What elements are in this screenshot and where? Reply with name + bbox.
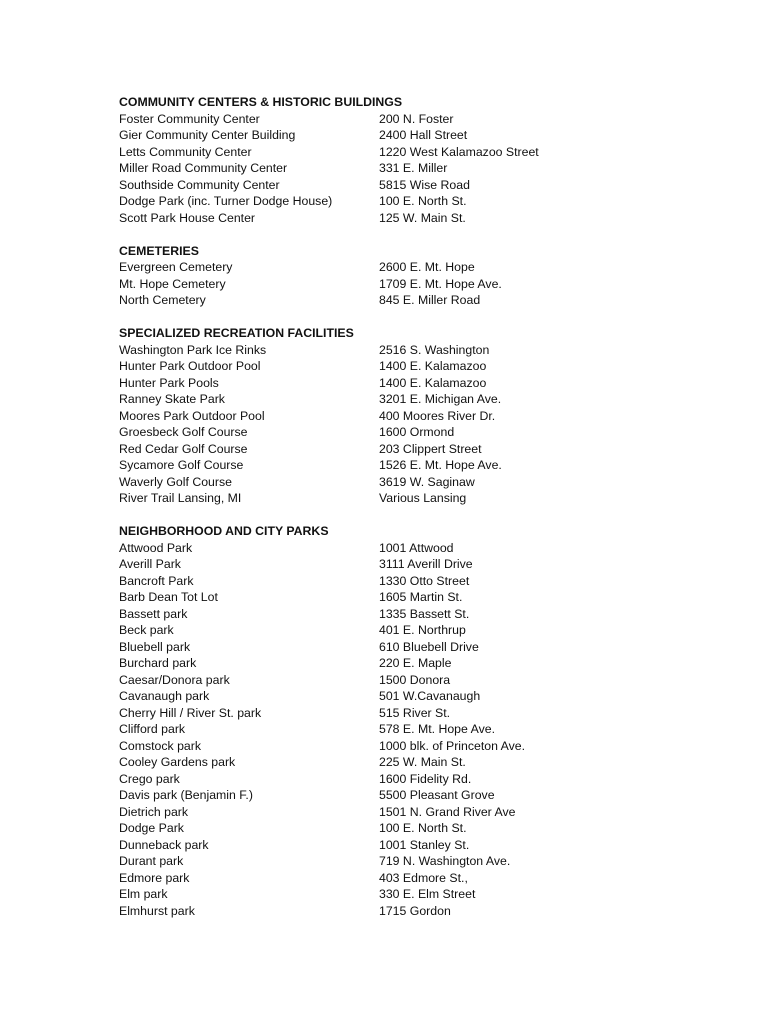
- facility-address: 331 E. Miller: [379, 161, 448, 175]
- facility-address: 719 N. Washington Ave.: [379, 854, 511, 868]
- facility-name: Groesbeck Golf Course: [119, 425, 248, 439]
- facility-list-document: [119, 94, 719, 936]
- facility-address: 1400 E. Kalamazoo: [379, 375, 487, 390]
- facility-row: [119, 705, 719, 722]
- facility-address: 610 Bluebell Drive: [379, 639, 479, 654]
- facility-name: Cavanaugh park: [119, 689, 210, 703]
- facility-address: 578 E. Mt. Hope Ave.: [379, 722, 495, 736]
- facility-row: [119, 342, 719, 359]
- facility-name: Red Cedar Golf Course: [119, 441, 248, 456]
- facility-row: [119, 870, 719, 887]
- facility-address: 5500 Pleasant Grove: [379, 788, 495, 802]
- section-heading: SPECIALIZED RECREATION FACILITIES: [119, 326, 354, 340]
- facility-address: Various Lansing: [379, 491, 467, 505]
- facility-name: Barb Dean Tot Lot: [119, 590, 218, 604]
- section-heading: COMMUNITY CENTERS & HISTORIC BUILDINGS: [119, 95, 403, 109]
- facility-name: Attwood Park: [119, 540, 193, 555]
- facility-row: [119, 177, 719, 194]
- facility-row: [119, 424, 719, 441]
- facility-address: 2516 S. Washington: [379, 342, 490, 357]
- facility-row: [119, 441, 719, 458]
- facility-row: [119, 259, 719, 276]
- facility-address: 200 N. Foster: [379, 111, 454, 126]
- facility-address: 1400 E. Kalamazoo: [379, 359, 487, 373]
- facility-row: [119, 853, 719, 870]
- facility-name: River Trail Lansing, MI: [119, 491, 242, 505]
- facility-row: [119, 127, 719, 144]
- facility-row: [119, 391, 719, 408]
- facility-address: 225 W. Main St.: [379, 755, 466, 769]
- facility-row: [119, 804, 719, 821]
- section-heading: NEIGHBORHOOD AND CITY PARKS: [119, 524, 329, 538]
- facility-row: [119, 787, 719, 804]
- facility-name: Moores Park Outdoor Pool: [119, 408, 265, 423]
- facility-name: Ranney Skate Park: [119, 392, 225, 406]
- facility-row: [119, 573, 719, 590]
- facility-row: [119, 457, 719, 474]
- facility-row: [119, 556, 719, 573]
- facility-row: [119, 276, 719, 293]
- facility-name: Cherry Hill / River St. park: [119, 705, 262, 720]
- facility-name: Washington Park Ice Rinks: [119, 342, 267, 357]
- facility-name: Bluebell park: [119, 639, 191, 654]
- facility-address: 1000 blk. of Princeton Ave.: [379, 738, 526, 753]
- facility-address: 1330 Otto Street: [379, 573, 470, 588]
- facility-address: 845 E. Miller Road: [379, 293, 481, 307]
- facility-row: [119, 903, 719, 920]
- facility-address: 501 W.Cavanaugh: [379, 689, 481, 703]
- section: [119, 523, 719, 919]
- facility-name: Mt. Hope Cemetery: [119, 276, 226, 291]
- facility-name: North Cemetery: [119, 293, 206, 307]
- facility-name: Durant park: [119, 854, 184, 868]
- section: [119, 325, 719, 507]
- facility-row: [119, 721, 719, 738]
- facility-row: [119, 210, 719, 227]
- facility-row: [119, 771, 719, 788]
- facility-name: Averill Park: [119, 557, 181, 571]
- facility-row: [119, 820, 719, 837]
- facility-name: Hunter Park Outdoor Pool: [119, 359, 261, 373]
- facility-name: Edmore park: [119, 870, 190, 885]
- facility-row: [119, 375, 719, 392]
- facility-address: 100 E. North St.: [379, 821, 467, 835]
- facility-row: [119, 672, 719, 689]
- facility-row: [119, 639, 719, 656]
- facility-name: Crego park: [119, 771, 180, 786]
- facility-address: 1220 West Kalamazoo Street: [379, 144, 539, 159]
- facility-row: [119, 540, 719, 557]
- facility-row: [119, 589, 719, 606]
- facility-address: 1600 Fidelity Rd.: [379, 771, 472, 786]
- facility-name: Southside Community Center: [119, 177, 280, 192]
- facility-address: 1526 E. Mt. Hope Ave.: [379, 458, 502, 472]
- facility-address: 100 E. North St.: [379, 194, 467, 208]
- facility-name: Clifford park: [119, 722, 186, 736]
- facility-address: 1709 E. Mt. Hope Ave.: [379, 276, 502, 291]
- facility-row: [119, 474, 719, 491]
- facility-name: Elm park: [119, 887, 168, 901]
- section: [119, 94, 719, 226]
- facility-name: Cooley Gardens park: [119, 755, 236, 769]
- facility-address: 400 Moores River Dr.: [379, 408, 496, 423]
- facility-name: Miller Road Community Center: [119, 161, 288, 175]
- facility-name: Davis park (Benjamin F.): [119, 788, 253, 802]
- facility-row: [119, 688, 719, 705]
- facility-row: [119, 754, 719, 771]
- facility-name: Foster Community Center: [119, 111, 260, 126]
- section-heading: CEMETERIES: [119, 243, 199, 258]
- facility-name: Dodge Park: [119, 821, 184, 835]
- facility-address: 125 W. Main St.: [379, 210, 466, 225]
- facility-row: [119, 886, 719, 903]
- facility-address: 3201 E. Michigan Ave.: [379, 392, 502, 406]
- facility-address: 3619 W. Saginaw: [379, 474, 475, 489]
- facility-address: 1500 Donora: [379, 672, 451, 687]
- facility-name: Dodge Park (inc. Turner Dodge House): [119, 194, 333, 208]
- facility-row: [119, 606, 719, 623]
- facility-name: Dunneback park: [119, 837, 209, 852]
- facility-address: 401 E. Northrup: [379, 623, 466, 637]
- facility-name: Elmhurst park: [119, 903, 195, 918]
- facility-name: Comstock park: [119, 738, 202, 753]
- facility-row: [119, 111, 719, 128]
- facility-name: Waverly Golf Course: [119, 474, 232, 489]
- facility-address: 5815 Wise Road: [379, 177, 470, 192]
- facility-address: 1001 Attwood: [379, 540, 454, 555]
- facility-row: [119, 837, 719, 854]
- facility-name: Dietrich park: [119, 804, 189, 819]
- facility-name: Bassett park: [119, 606, 188, 621]
- facility-address: 1715 Gordon: [379, 903, 451, 918]
- facility-address: 1335 Bassett St.: [379, 606, 470, 621]
- facility-row: [119, 738, 719, 755]
- facility-address: 203 Clippert Street: [379, 441, 482, 456]
- facility-row: [119, 144, 719, 161]
- facility-row: [119, 490, 719, 507]
- facility-address: 220 E. Maple: [379, 656, 452, 670]
- facility-row: [119, 160, 719, 177]
- facility-address: 1501 N. Grand River Ave: [379, 804, 516, 819]
- facility-row: [119, 408, 719, 425]
- facility-address: 1605 Martin St.: [379, 590, 463, 604]
- facility-address: 330 E. Elm Street: [379, 887, 476, 901]
- facility-row: [119, 622, 719, 639]
- facility-address: 3111 Averill Drive: [379, 557, 473, 571]
- facility-name: Letts Community Center: [119, 144, 252, 159]
- facility-address: 403 Edmore St.,: [379, 870, 468, 885]
- facility-name: Caesar/Donora park: [119, 672, 230, 687]
- facility-name: Burchard park: [119, 656, 197, 670]
- facility-name: Hunter Park Pools: [119, 375, 219, 390]
- facility-row: [119, 193, 719, 210]
- facility-address: 2400 Hall Street: [379, 128, 468, 142]
- facility-name: Beck park: [119, 623, 174, 637]
- facility-name: Bancroft Park: [119, 573, 194, 588]
- facility-name: Gier Community Center Building: [119, 128, 296, 142]
- facility-row: [119, 358, 719, 375]
- facility-address: 2600 E. Mt. Hope: [379, 260, 475, 274]
- facility-row: [119, 292, 719, 309]
- facility-name: Evergreen Cemetery: [119, 260, 233, 274]
- facility-address: 1001 Stanley St.: [379, 837, 470, 852]
- section: [119, 243, 719, 309]
- facility-name: Scott Park House Center: [119, 210, 256, 225]
- facility-name: Sycamore Golf Course: [119, 458, 244, 472]
- facility-address: 515 River St.: [379, 705, 451, 720]
- facility-address: 1600 Ormond: [379, 425, 455, 439]
- facility-row: [119, 655, 719, 672]
